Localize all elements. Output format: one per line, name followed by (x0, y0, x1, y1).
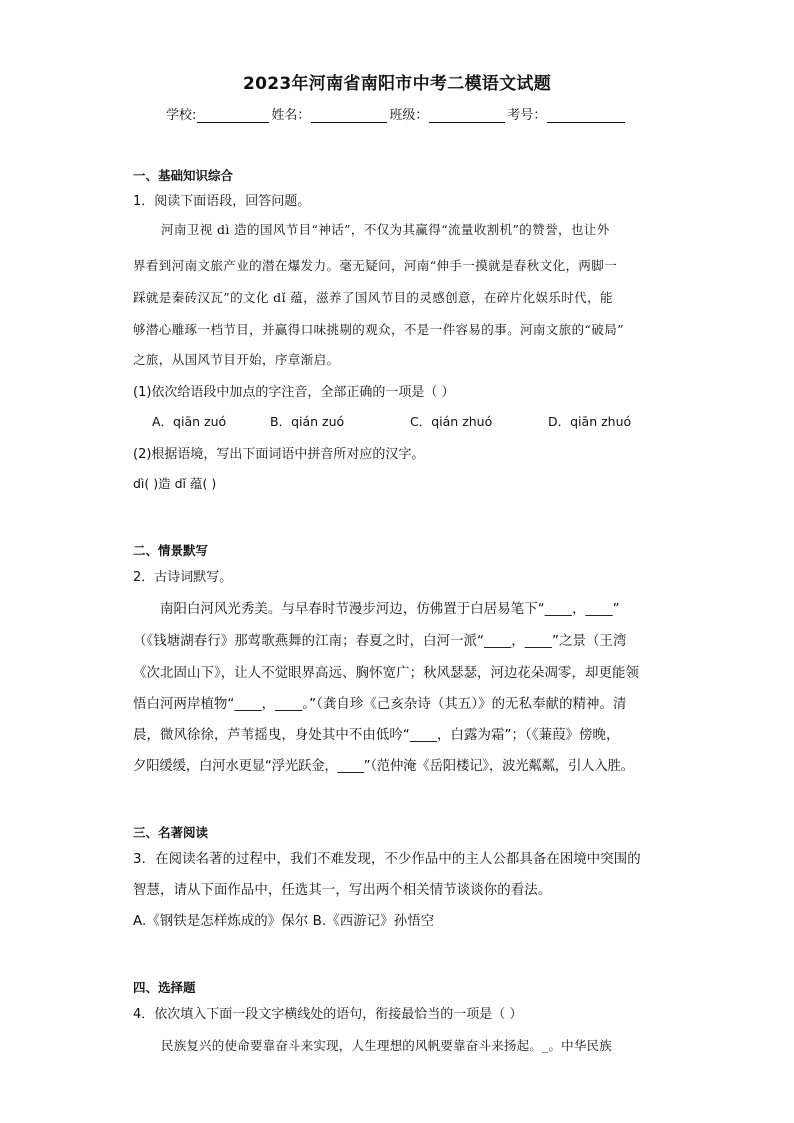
question-1-sub-1: (1)依次给语段中加点的字注音，全部正确的一项是（ ） (133, 385, 455, 400)
q1-passage-line: 河南卫视 dì 造的国风节目“神话”，不仅为其赢得“流量收割机”的赞誉，也让外 (161, 222, 610, 237)
option-a[interactable]: A．qiān zuó (152, 414, 227, 429)
q3-line: 智慧，请从下面作品中，任选其一，写出两个相关情节谈谈你的看法。 (133, 883, 552, 898)
student-info-row (166, 104, 627, 123)
q3-line: A.《钢铁是怎样炼成的》保尔 B.《西游记》孙悟空 (133, 914, 435, 929)
q4-passage-line: 民族复兴的使命要靠奋斗来实现，人生理想的风帆要靠奋斗来扬起。_。中华民族 (161, 1038, 612, 1053)
q2-line: 《次北固山下》，让人不觉眼界高远、胸怀宽广；秋风瑟瑟，河边花朵凋零，却更能领 (133, 666, 639, 681)
question-4-stem: 4．依次填入下面一段文字横线处的语句，衔接最恰当的一项是（ ） (133, 1007, 523, 1022)
page-title: 2023年河南省南阳市中考二模语文试题 (242, 74, 551, 94)
name-blank[interactable] (311, 108, 387, 123)
name-label: 姓名： (271, 108, 311, 123)
q2-line: （《钱塘湖春行》那莺歌燕舞的江南；春夏之时，白河一派“____，____”之景（王湾 (133, 634, 627, 649)
class-label: 班级： (389, 108, 429, 123)
section-heading-1: 一、基础知识综合 (133, 168, 234, 183)
q2-line: 南阳白河风光秀美。与早春时节漫步河边，仿佛置于白居易笔下“____，____” (160, 602, 620, 617)
section-heading-4: 四、选择题 (133, 980, 196, 995)
option-d[interactable]: D．qiān zhuó (548, 414, 632, 429)
q1-passage-line: 踩就是秦砖汉瓦”的文化 dǐ 蕴，滋养了国风节目的灵感创意，在碎片化娱乐时代，能 (133, 290, 613, 305)
section-heading-2: 二、情景默写 (133, 543, 209, 558)
class-blank[interactable] (429, 108, 505, 123)
q2-line: 夕阳缓缓，白河水更显“浮光跃金，____”（范仲淹《岳阳楼记》，波光粼粼，引人入胜。 (133, 759, 634, 774)
pinyin-fill-line[interactable]: dì( )造 dǐ 蕴( ) (133, 476, 217, 491)
q2-line: 悟白河两岸植物“____，____。”（龚自珍《己亥杂诗（其五）》的无私奉献的精神。清 (133, 697, 627, 712)
option-c[interactable]: C．qián zhuó (410, 414, 493, 429)
exam-number-blank[interactable] (547, 108, 625, 123)
question-1-sub-2: (2)根据语境，写出下面词语中拼音所对应的汉字。 (133, 447, 425, 462)
section-heading-3: 三、名著阅读 (133, 825, 209, 840)
q1-passage-line: 够潜心雕琢一档节目，并赢得口味挑剔的观众，不是一件容易的事。河南文旅的“破局” (133, 322, 624, 337)
exam-number-label: 考号： (507, 108, 547, 123)
question-1-stem: 1．阅读下面语段，回答问题。 (133, 194, 311, 209)
school-blank[interactable] (197, 108, 269, 123)
q2-line: 晨，微风徐徐，芦苇摇曳，身处其中不由低吟“____，白露为霜”；（《蒹葭》傍晚， (133, 728, 620, 743)
option-b[interactable]: B．qián zuó (270, 414, 345, 429)
school-label: 学校: (166, 108, 197, 123)
q3-line: 3．在阅读名著的过程中，我们不难发现，不少作品中的主人公都具备在困境中突围的 (133, 852, 641, 867)
question-2-stem: 2．古诗词默写。 (133, 570, 233, 585)
q1-passage-line: 界看到河南文旅产业的潜在爆发力。毫无疑问，河南“伸手一摸就是春秋文化，两脚一 (133, 258, 618, 273)
q1-passage-line: 之旅，从国风节目开始，序章渐启。 (133, 352, 340, 367)
